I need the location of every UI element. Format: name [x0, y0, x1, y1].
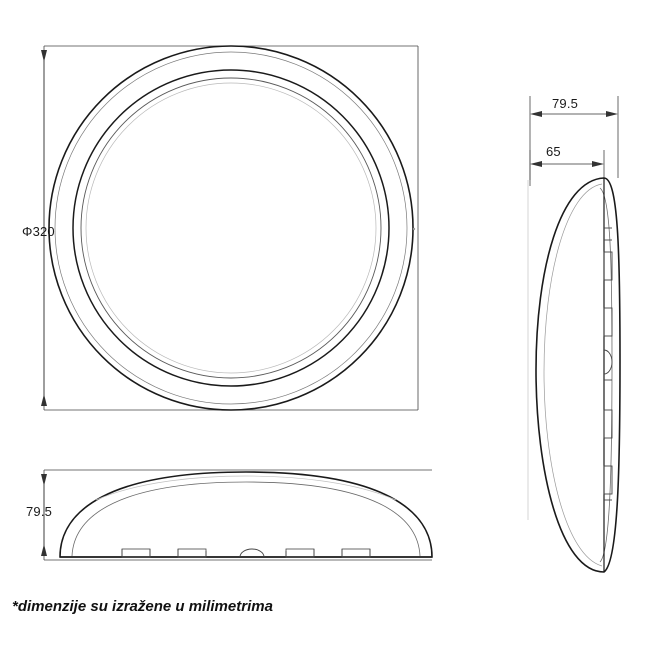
side-elevation-view [528, 96, 620, 572]
profile-view [41, 470, 432, 560]
side-view-inner-depth-label: 65 [546, 144, 561, 159]
profile-view-height-label: 79.5 [26, 504, 53, 519]
front-view-lamp [49, 46, 415, 410]
side-view-total-depth-label: 79.5 [552, 96, 579, 111]
front-view-diameter-label: Φ320 [22, 224, 55, 239]
units-footnote: *dimenzije su izražene u milimetrima [12, 598, 273, 615]
